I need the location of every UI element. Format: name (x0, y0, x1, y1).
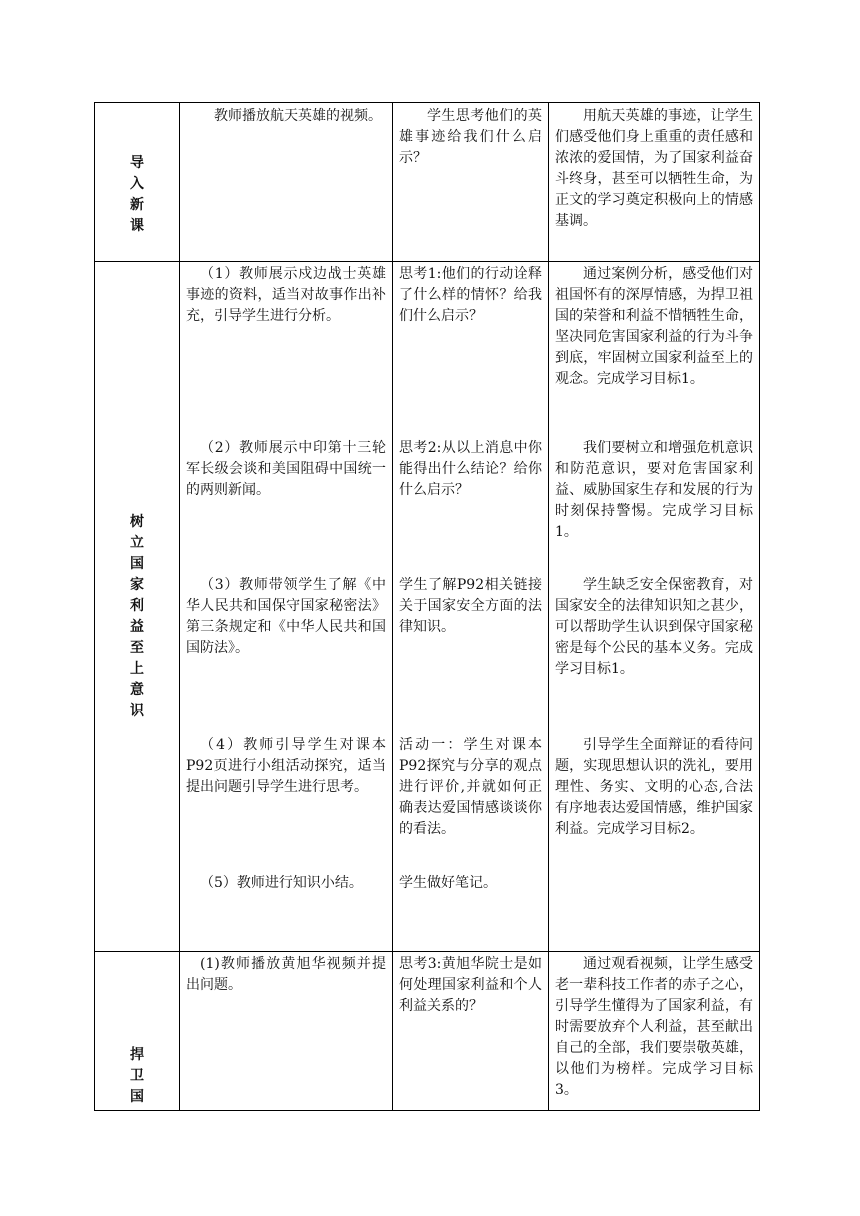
student-activity-cell (393, 262, 549, 952)
design-intent-cell (549, 103, 760, 262)
student-activity-cell (393, 952, 549, 1111)
design-intent-text: 引导学生全面辩证的看待问题，实现思想认识的洗礼，要用理性、务实、文明的心态,合法有序地表达爱国情感，维护国家利益。完成学习目标2。 (555, 737, 753, 837)
teacher-activity-text: (1)教师播放黄旭华视频并提出问题。 (186, 956, 386, 993)
student-activity-text: 学生做好笔记。 (399, 875, 497, 891)
teacher-activity-cell (180, 262, 393, 952)
section-label-intro (95, 103, 180, 262)
label-char: 上 (130, 660, 144, 677)
label-char: 课 (130, 218, 144, 234)
section-label-defend-interest (95, 952, 180, 1111)
label-char: 意 (130, 681, 144, 698)
design-intent-cell (549, 262, 760, 952)
student-activity-text: 学生思考他们的英雄事迹给我们什么启示？ (399, 108, 542, 166)
teacher-activity-text: （3）教师带领学生了解《中华人民共和国保守国家秘密法》第三条规定和《中华人民共和国国防法》。 (186, 577, 386, 656)
design-intent-text: 通过观看视频，让学生感受老一辈科技工作者的赤子之心，引导学生懂得为了国家利益，有时需要放弃个人利益，甚至献出自己的全部，我们要崇敬英雄，以他们为榜样。完成学习目标3。 (555, 956, 753, 1098)
teacher-activity-text: （1）教师展示戍边战士英雄事迹的资料，适当对故事作出补充，引导学生进行分析。 (186, 266, 386, 324)
student-activity-text: 活动一：学生对课本P92探究与分享的观点进行评价,并就如何正确表达爱国情感谈谈你的看法。 (399, 737, 542, 837)
design-intent-text: 学生缺乏安全保密教育，对国家安全的法律知识知之甚少，可以帮助学生认识到保守国家秘密是每个公民的基本义务。完成学习目标1。 (555, 577, 753, 677)
label-char: 捍 (130, 1047, 144, 1063)
label-char: 利 (130, 597, 144, 614)
label-char: 立 (130, 534, 144, 551)
label-char: 至 (130, 639, 144, 656)
label-char: 家 (130, 576, 144, 593)
design-intent-text: 用航天英雄的事迹，让学生们感受他们身上重重的责任感和浓浓的爱国情，为了国家利益奋斗终身，甚至可以牺牲生命，为正文的学习奠定积极向上的情感基调。 (555, 108, 753, 229)
teacher-activity-cell (180, 103, 393, 262)
design-intent-text: 通过案例分析，感受他们对祖国怀有的深厚情感，为捍卫祖国的荣誉和利益不惜牺牲生命，坚决同危害国家利益的行为斗争到底，牢固树立国家利益至上的观念。完成学习目标1。 (555, 266, 753, 387)
label-char: 导 (130, 155, 144, 171)
label-char: 益 (130, 618, 144, 635)
student-activity-text: 思考1:他们的行动诠释了什么样的情怀？给我们什么启示？ (399, 266, 542, 324)
label-char: 识 (130, 702, 144, 719)
student-activity-text: 思考2:从以上消息中你能得出什么结论？给你什么启示？ (399, 440, 542, 498)
label-char: 卫 (130, 1068, 144, 1084)
student-activity-text: 学生了解P92相关链接关于国家安全方面的法律知识。 (399, 577, 542, 635)
table-row-national-interest (95, 262, 760, 952)
design-intent-text: 我们要树立和增强危机意识和防范意识，要对危害国家利益、威胁国家生存和发展的行为时刻保持警惕。完成学习目标1。 (555, 440, 753, 540)
label-char: 树 (130, 513, 144, 530)
table-row-defend-interest (95, 952, 760, 1111)
teacher-activity-text: 教师播放航天英雄的视频。 (214, 108, 382, 124)
section-label-national-interest (95, 262, 180, 952)
teacher-activity-text: （5）教师进行知识小结。 (200, 875, 363, 891)
label-char: 国 (130, 555, 144, 572)
student-activity-text: 思考3:黄旭华院士是如何处理国家利益和个人利益关系的？ (399, 956, 542, 1014)
teacher-activity-text: （4）教师引导学生对课本P92页进行小组活动探究，适当提出问题引导学生进行思考。 (186, 737, 386, 795)
lesson-plan-table (94, 102, 760, 1111)
design-intent-cell (549, 952, 760, 1111)
label-char: 国 (130, 1089, 144, 1105)
student-activity-cell (393, 103, 549, 262)
label-char: 入 (130, 176, 144, 192)
teacher-activity-cell (180, 952, 393, 1111)
label-char: 新 (130, 197, 144, 213)
table-row-intro (95, 103, 760, 262)
teacher-activity-text: （2）教师展示中印第十三轮军长级会谈和美国阻碍中国统一的两则新闻。 (186, 440, 386, 498)
